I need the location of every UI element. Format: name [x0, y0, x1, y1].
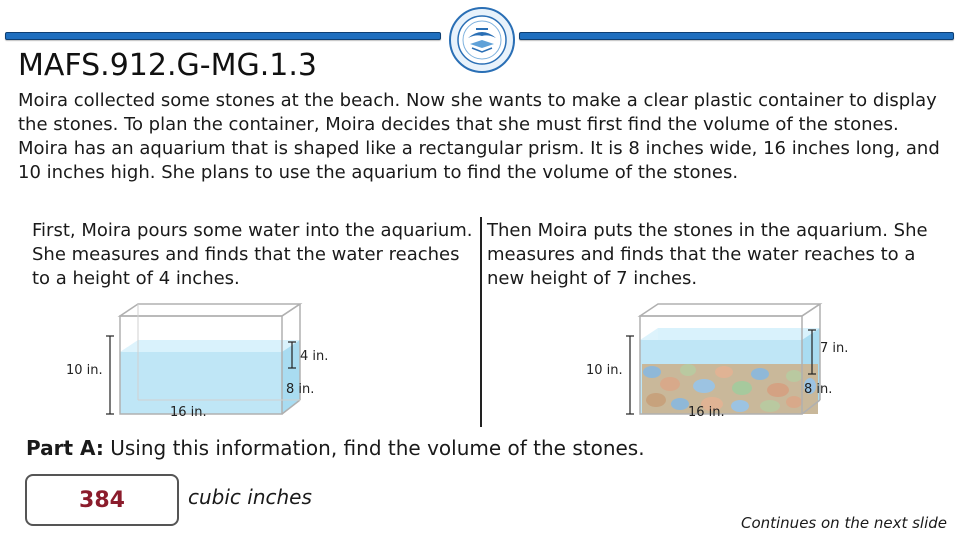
answer-value: 384	[79, 487, 125, 513]
figure-2-height-label: 10 in.	[586, 363, 623, 378]
figure-2-water-label: 7 in.	[820, 341, 849, 356]
figure-2-width-label: 8 in.	[804, 382, 833, 397]
header-bar-left	[5, 32, 441, 40]
standard-title: MAFS.912.G-MG.1.3	[18, 48, 317, 83]
stones-graphic	[642, 364, 818, 414]
step-1-text: First, Moira pours some water into the aquarium. She measures and finds that the water reaches to a height of 4 inches.	[32, 220, 473, 289]
figure-1-water-label: 4 in.	[300, 349, 329, 364]
figure-1-length-label: 16 in.	[170, 405, 207, 420]
header-bar-right	[519, 32, 954, 40]
figure-2-length-label: 16 in.	[688, 405, 725, 420]
figure-1-width-label: 8 in.	[286, 382, 315, 397]
column-divider	[480, 217, 482, 427]
answer-units: cubic inches	[188, 485, 312, 509]
part-a-question-text: Using this information, find the volume of the stones.	[110, 436, 645, 460]
problem-paragraph-2: Moira has an aquarium that is shaped like a rectangular prism. It is 8 inches wide, 16 inches long, and 10 inches high. She plans to use the aquarium to find the volume of the stones.	[18, 138, 940, 183]
figure-1-height-label: 10 in.	[66, 363, 103, 378]
part-a-label: Part A:	[26, 436, 104, 460]
aquarium-figure-after	[580, 296, 870, 424]
continue-note: Continues on the next slide	[740, 514, 947, 532]
aquarium-figure-before	[60, 296, 350, 424]
problem-statement	[18, 89, 954, 185]
step-2-text: Then Moira puts the stones in the aquarium. She measures and finds that the water reaches to a new height of 7 inches.	[487, 220, 928, 289]
part-a-question	[26, 436, 645, 460]
problem-paragraph-1: Moira collected some stones at the beach. Now she wants to make a clear plastic container to display the stones. To plan the container, Moira decides that she must first find the volume of the stones.	[18, 90, 937, 135]
answer-box[interactable]	[25, 474, 179, 526]
school-seal-icon	[448, 6, 516, 74]
